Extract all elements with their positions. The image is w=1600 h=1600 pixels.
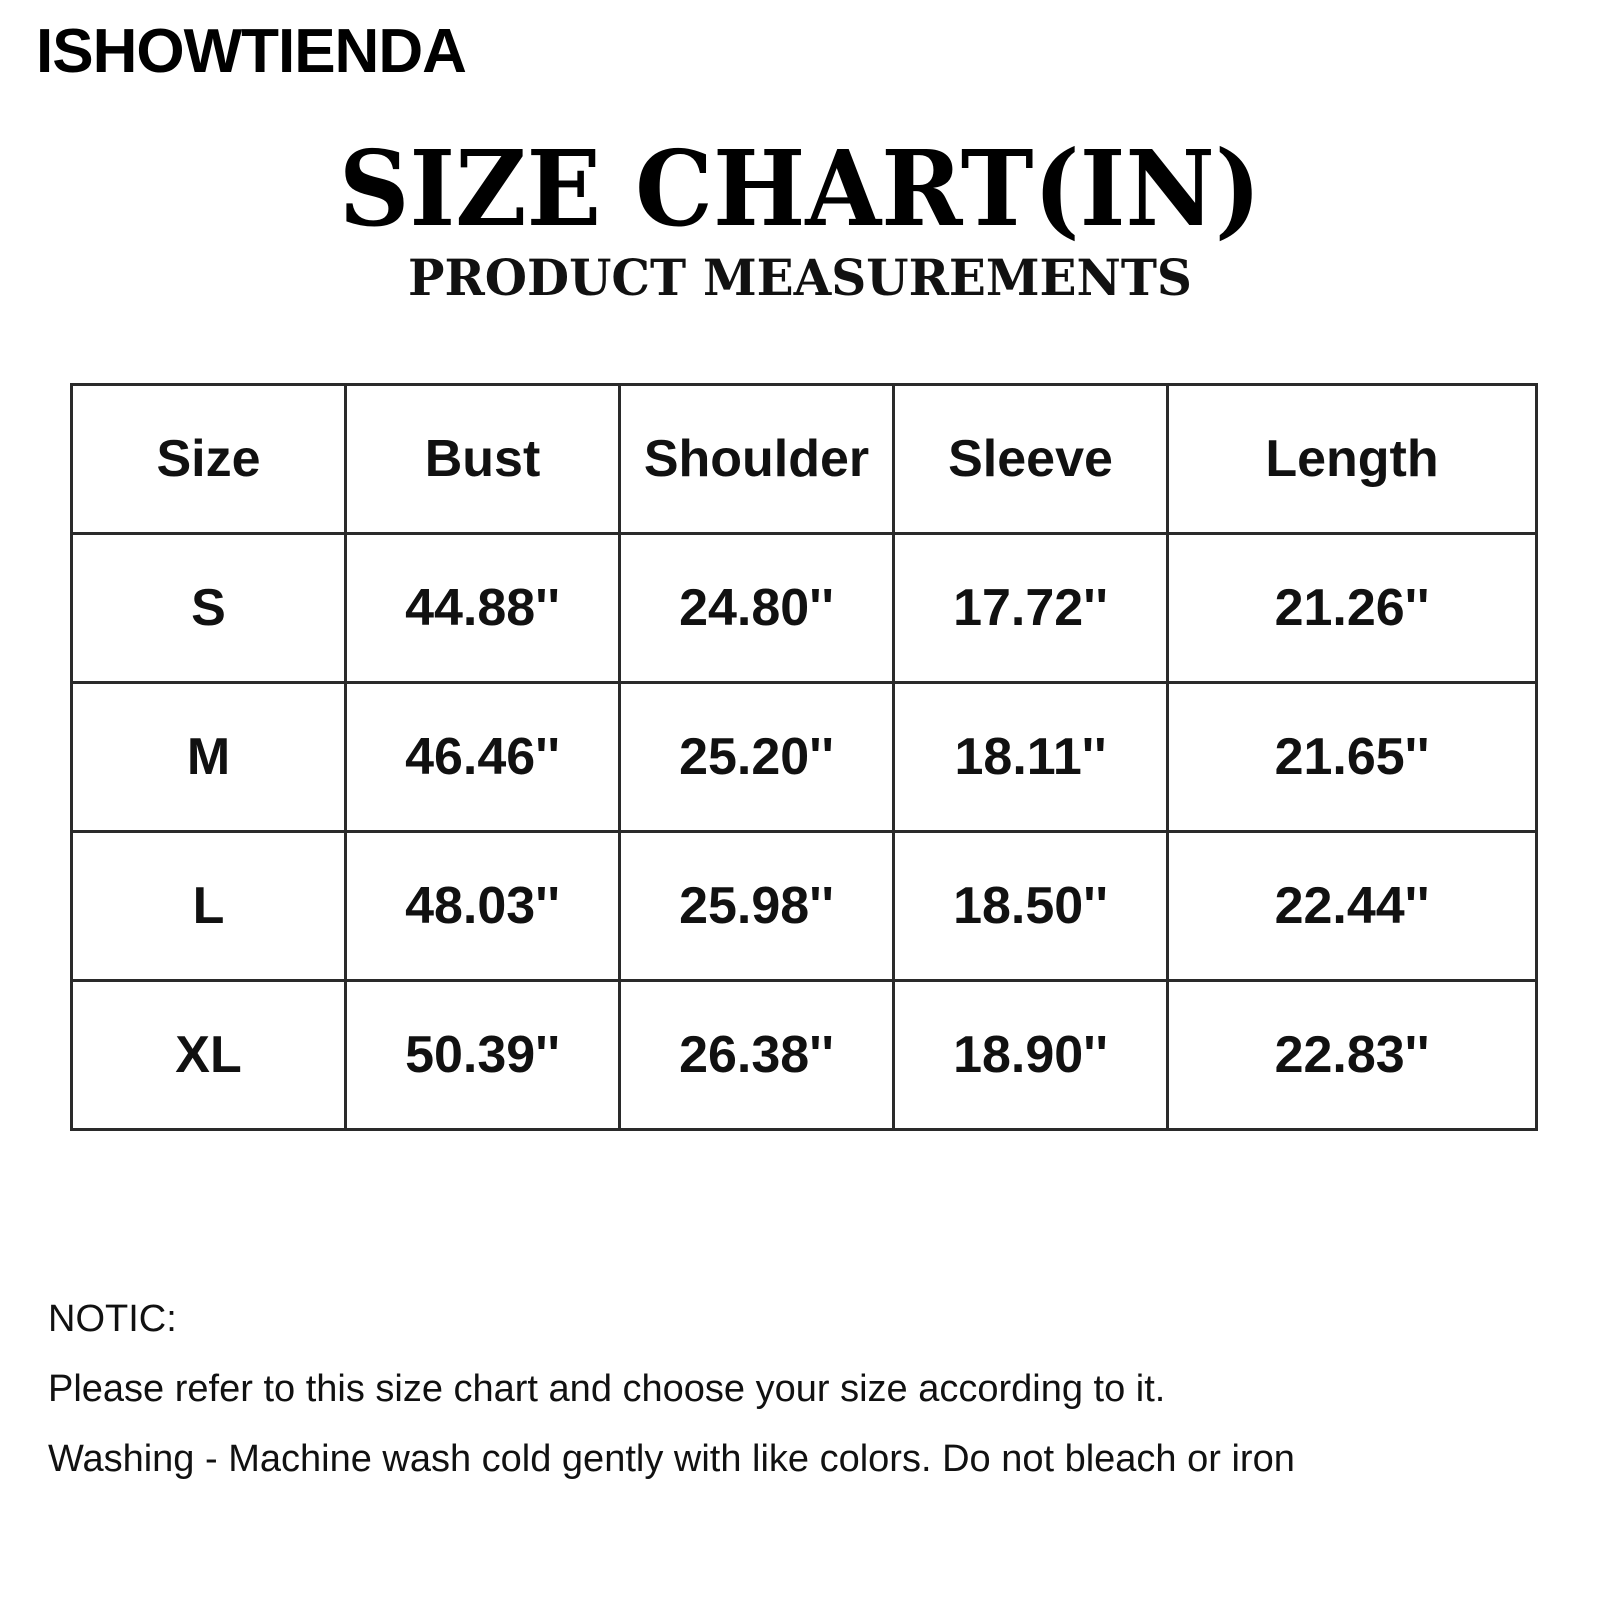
cell-shoulder: 25.98'' <box>620 832 894 981</box>
page-subtitle: PRODUCT MEASUREMENTS <box>408 248 1192 307</box>
table-row <box>72 832 1537 981</box>
page-title: SIZE CHART(IN) <box>338 127 1262 250</box>
cell-shoulder: 25.20'' <box>620 683 894 832</box>
notes-section <box>48 1297 1295 1507</box>
header-bust: Bust <box>346 385 620 534</box>
cell-shoulder: 26.38'' <box>620 981 894 1130</box>
notes-heading: NOTIC: <box>48 1298 177 1340</box>
cell-sleeve: 17.72'' <box>894 534 1168 683</box>
size-table <box>70 383 1538 1131</box>
cell-sleeve: 18.11'' <box>894 683 1168 832</box>
cell-sleeve: 18.50'' <box>894 832 1168 981</box>
cell-size: XL <box>72 981 346 1130</box>
cell-length: 22.44'' <box>1168 832 1537 981</box>
cell-bust: 46.46'' <box>346 683 620 832</box>
cell-length: 21.26'' <box>1168 534 1537 683</box>
cell-bust: 50.39'' <box>346 981 620 1130</box>
cell-size: S <box>72 534 346 683</box>
table-row <box>72 534 1537 683</box>
cell-bust: 48.03'' <box>346 832 620 981</box>
table-row <box>72 683 1537 832</box>
table-row <box>72 981 1537 1130</box>
header-size: Size <box>72 385 346 534</box>
notes-washing-instructions: Washing - Machine wash cold gently with like colors. Do not bleach or iron <box>48 1438 1295 1480</box>
cell-size: M <box>72 683 346 832</box>
header-length: Length <box>1168 385 1537 534</box>
cell-size: L <box>72 832 346 981</box>
cell-bust: 44.88'' <box>346 534 620 683</box>
header-sleeve: Sleeve <box>894 385 1168 534</box>
cell-length: 21.65'' <box>1168 683 1537 832</box>
header-shoulder: Shoulder <box>620 385 894 534</box>
cell-shoulder: 24.80'' <box>620 534 894 683</box>
cell-length: 22.83'' <box>1168 981 1537 1130</box>
cell-sleeve: 18.90'' <box>894 981 1168 1130</box>
notes-size-advice: Please refer to this size chart and choose your size according to it. <box>48 1368 1166 1410</box>
brand-logo: ISHOWTIENDA <box>36 17 466 86</box>
table-header-row <box>72 385 1537 534</box>
